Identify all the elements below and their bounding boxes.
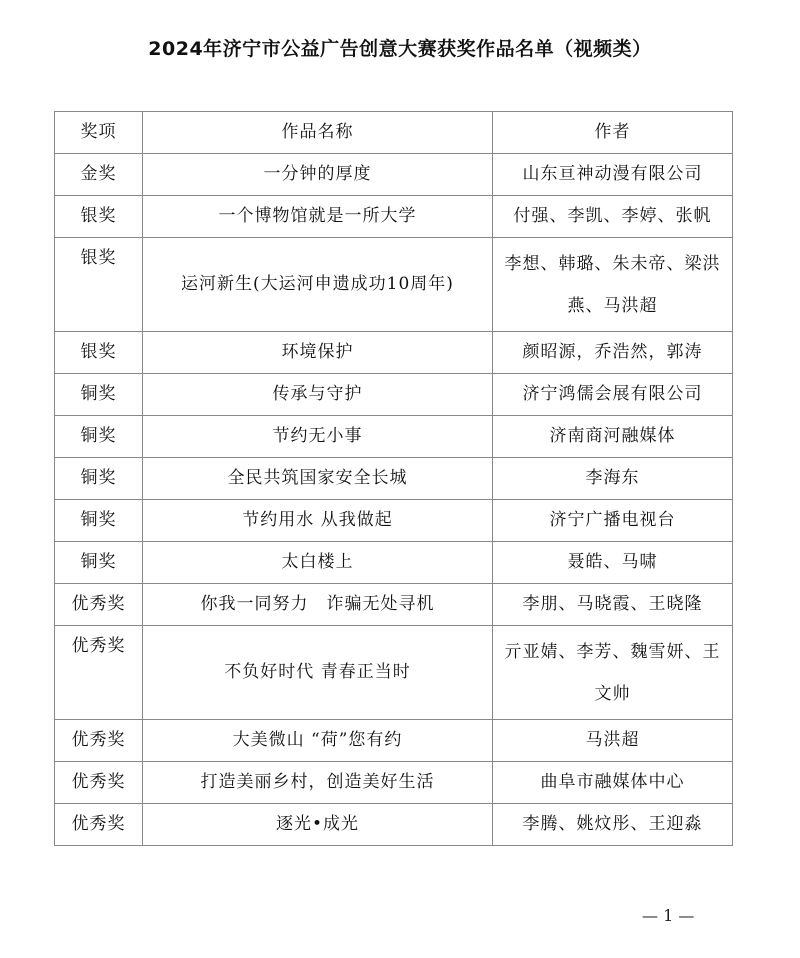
author-cell: 颜昭源，乔浩然，郭涛	[493, 332, 733, 374]
table-row	[55, 500, 733, 542]
table-row	[55, 584, 733, 626]
author-cell: 李腾、姚炆彤、王迎淼	[493, 804, 733, 846]
award-cell: 银奖	[55, 196, 143, 238]
award-cell: 优秀奖	[55, 626, 143, 720]
author-cell: 马洪超	[493, 720, 733, 762]
work-cell: 你我一同努力 诈骗无处寻机	[143, 584, 493, 626]
work-cell: 运河新生(大运河申遗成功10周年)	[143, 238, 493, 332]
table-row	[55, 374, 733, 416]
author-cell: 亓亚婧、李芳、魏雪妍、王文帅	[493, 626, 733, 720]
author-cell: 济宁广播电视台	[493, 500, 733, 542]
table-row	[55, 626, 733, 720]
award-cell: 银奖	[55, 238, 143, 332]
author-cell: 聂皓、马啸	[493, 542, 733, 584]
table-row	[55, 720, 733, 762]
work-cell: 逐光•成光	[143, 804, 493, 846]
table-row	[55, 332, 733, 374]
awards-table	[54, 111, 733, 846]
table-header-row	[55, 112, 733, 154]
award-cell: 优秀奖	[55, 762, 143, 804]
award-cell: 铜奖	[55, 500, 143, 542]
table-row	[55, 804, 733, 846]
award-cell: 铜奖	[55, 458, 143, 500]
award-cell: 优秀奖	[55, 720, 143, 762]
work-cell: 一个博物馆就是一所大学	[143, 196, 493, 238]
work-cell: 一分钟的厚度	[143, 154, 493, 196]
author-cell: 李朋、马晓霞、王晓隆	[493, 584, 733, 626]
award-cell: 优秀奖	[55, 584, 143, 626]
award-cell: 金奖	[55, 154, 143, 196]
work-cell: 打造美丽乡村，创造美好生活	[143, 762, 493, 804]
author-cell: 李想、韩璐、朱未帝、梁洪燕、马洪超	[493, 238, 733, 332]
work-cell: 大美微山 “荷”您有约	[143, 720, 493, 762]
author-cell: 曲阜市融媒体中心	[493, 762, 733, 804]
author-cell: 济南商河融媒体	[493, 416, 733, 458]
header-award: 奖项	[55, 112, 143, 154]
table-row	[55, 154, 733, 196]
work-cell: 节约无小事	[143, 416, 493, 458]
author-cell: 付强、李凯、李婷、张帆	[493, 196, 733, 238]
award-cell: 优秀奖	[55, 804, 143, 846]
table-row	[55, 458, 733, 500]
header-work: 作品名称	[143, 112, 493, 154]
table-row	[55, 238, 733, 332]
table-row	[55, 416, 733, 458]
work-cell: 节约用水 从我做起	[143, 500, 493, 542]
work-cell: 不负好时代 青春正当时	[143, 626, 493, 720]
work-cell: 环境保护	[143, 332, 493, 374]
author-cell: 济宁鸿儒会展有限公司	[493, 374, 733, 416]
author-cell: 李海东	[493, 458, 733, 500]
work-cell: 传承与守护	[143, 374, 493, 416]
work-cell: 太白楼上	[143, 542, 493, 584]
document-title: 2024年济宁市公益广告创意大赛获奖作品名单（视频类）	[148, 38, 652, 60]
table-row	[55, 762, 733, 804]
author-cell: 山东亘神动漫有限公司	[493, 154, 733, 196]
award-cell: 银奖	[55, 332, 143, 374]
award-cell: 铜奖	[55, 416, 143, 458]
table-row	[55, 542, 733, 584]
header-author: 作者	[493, 112, 733, 154]
table-row	[55, 196, 733, 238]
award-cell: 铜奖	[55, 374, 143, 416]
award-cell: 铜奖	[55, 542, 143, 584]
page-number: — 1 —	[642, 906, 695, 925]
work-cell: 全民共筑国家安全长城	[143, 458, 493, 500]
